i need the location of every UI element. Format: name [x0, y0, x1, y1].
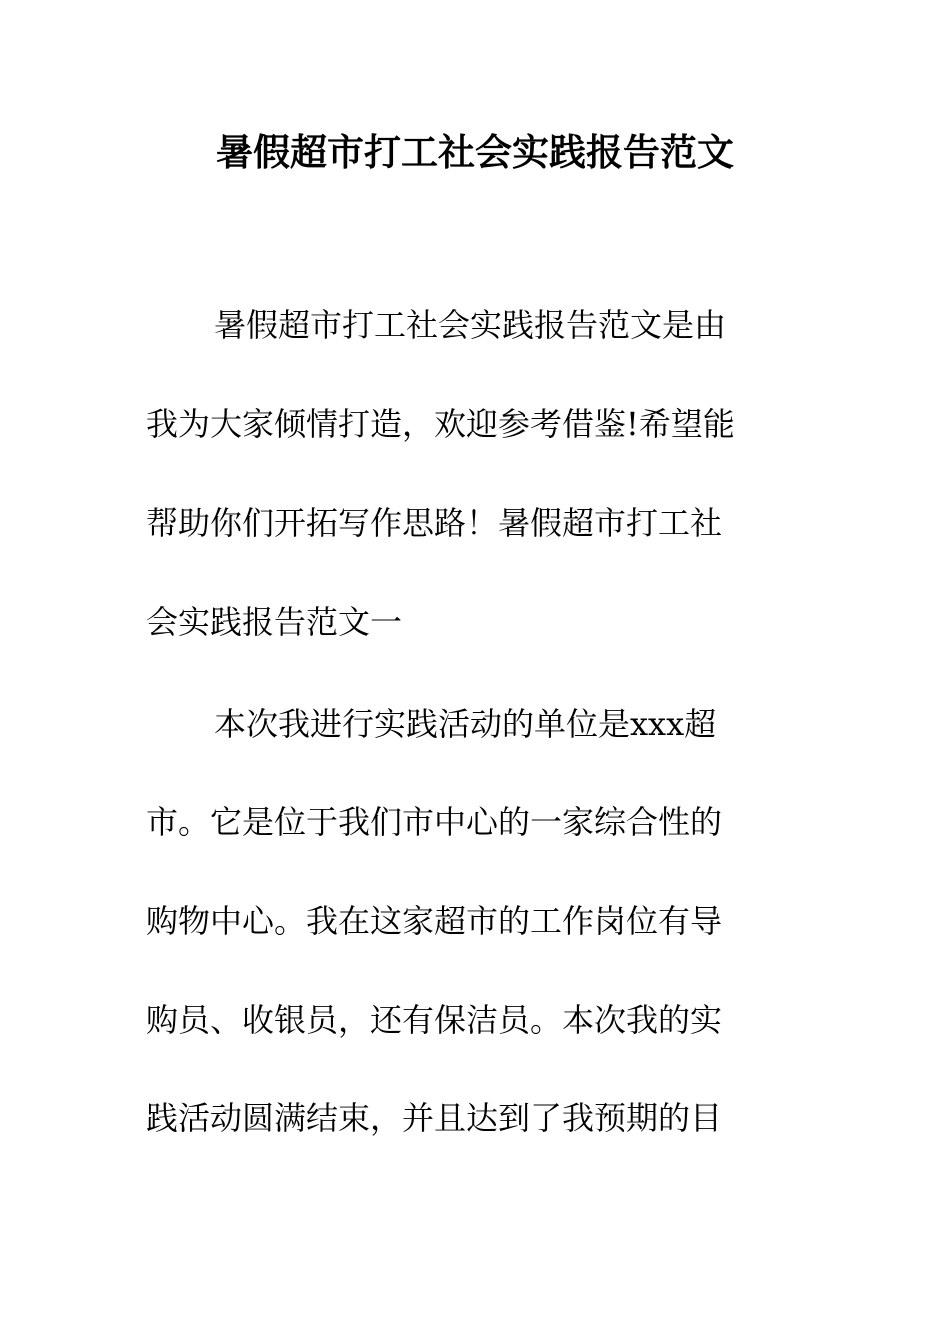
paragraph-line: 会实践报告范文一	[146, 603, 403, 641]
paragraph-line: 本次我进行实践活动的单位是xxx超	[214, 705, 717, 743]
paragraph-line: 践活动圆满结束，并且达到了我预期的目	[146, 1099, 723, 1137]
paragraph-line: 市。它是位于我们市中心的一家综合性的	[146, 803, 723, 841]
paragraph-line: 购员、收银员，还有保洁员。本次我的实	[146, 1001, 723, 1039]
paragraph-line: 暑假超市打工社会实践报告范文是由	[214, 306, 727, 344]
document-title: 暑假超市打工社会实践报告范文	[216, 130, 734, 174]
paragraph-line: 购物中心。我在这家超市的工作岗位有导	[146, 902, 723, 940]
paragraph-line: 我为大家倾情打造，欢迎参考借鉴!希望能	[146, 405, 735, 443]
paragraph-line: 帮助你们开拓写作思路！暑假超市打工社	[146, 504, 723, 542]
